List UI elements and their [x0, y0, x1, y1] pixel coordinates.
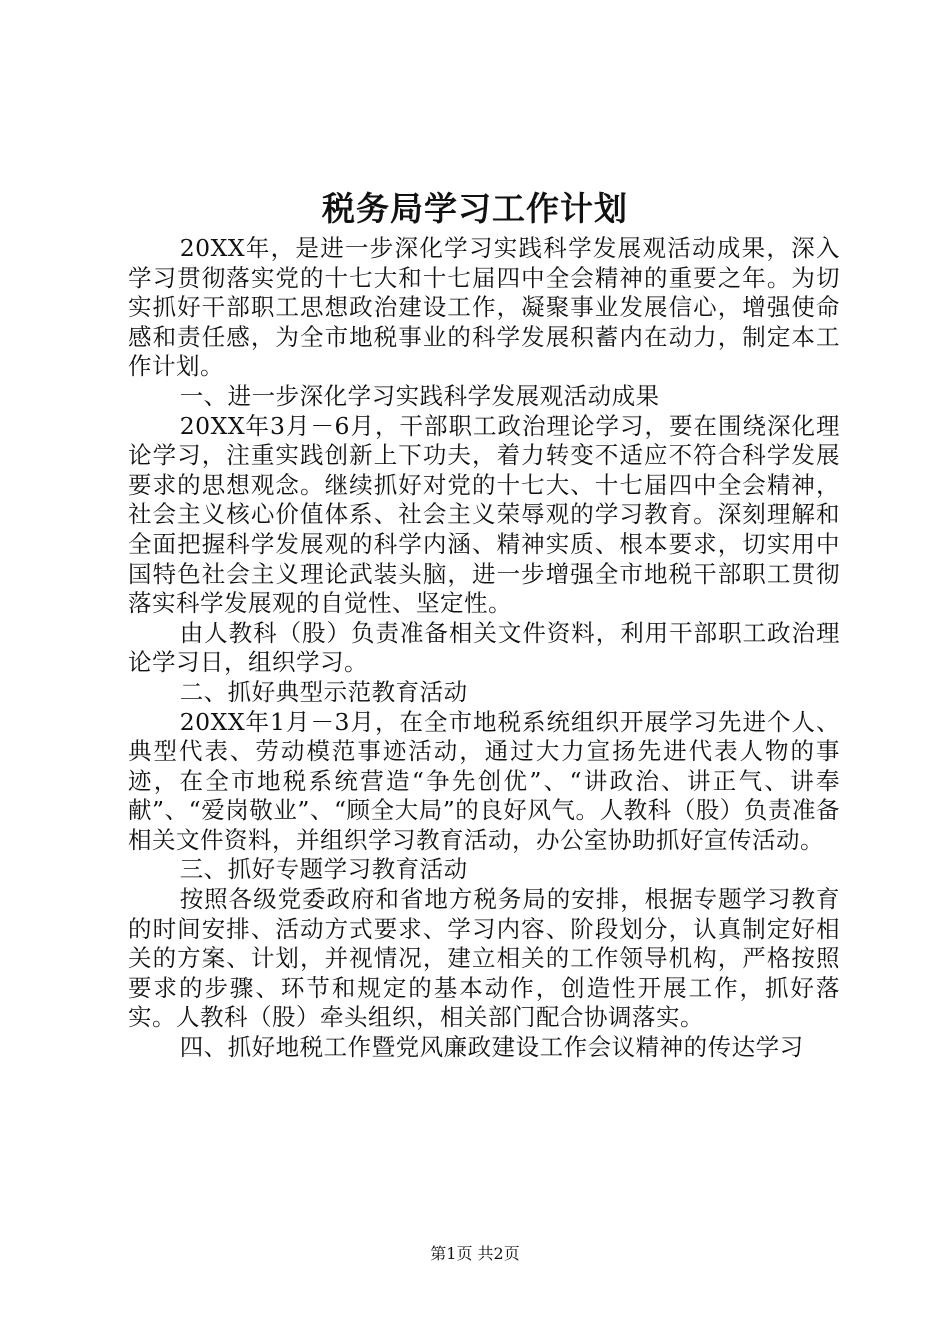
section-heading-3: 三、抓好专题学习教育活动 — [179, 855, 468, 884]
paragraph-section-1: 20XX年3月－6月，干部职工政治理论学习，要在围绕深化理论学习，注重实践创新上下功夫，着力转变不适应不符合科学发展要求的思想观念。继续抓好对党的十七大、十七届四中全会精神，社会主义核心价值体系、社会主义荣辱观的学习教育。深刻理解和全面把握科学发展观的科学内涵、精神实质、根本要求，切实用中国特色社会主义理论武装头脑，进一步增强全市地税干部职工贯彻落实科学发展观的自觉性、坚定性。 — [128, 411, 840, 618]
document-title: 税务局学习工作计划 — [322, 189, 628, 228]
section-heading-1: 一、进一步深化学习实践科学发展观活动成果 — [179, 381, 660, 410]
page-number: 第1页 共2页 — [430, 1244, 520, 1263]
paragraph-section-3: 按照各级党委政府和省地方税务局的安排，根据专题学习教育的时间安排、活动方式要求、学习内容、阶段划分，认真制定好相关的方案、计划，并视情况，建立相关的工作领导机构，严格按照要求的步骤、环节和规定的基本动作，创造性开展工作，抓好落实。人教科（股）牵头组织，相关部门配合协调落实。 — [128, 885, 840, 1032]
paragraph-intro: 20XX年，是进一步深化学习实践科学发展观活动成果，深入学习贯彻落实党的十七大和十七届四中全会精神的重要之年。为切实抓好干部职工思想政治建设工作，凝聚事业发展信心，增强使命感和责任感，为全市地税事业的科学发展积蓄内在动力，制定本工作计划。 — [128, 234, 840, 381]
section-heading-4: 四、抓好地税工作暨党风廉政建设工作会议精神的传达学习 — [179, 1033, 804, 1062]
document-body — [128, 234, 840, 1063]
paragraph-section-2: 20XX年1月－3月，在全市地税系统组织开展学习先进个人、典型代表、劳动模范事迹活动，通过大力宣扬先进代表人物的事迹，在全市地税系统营造“争先创优”、“讲政治、讲正气、讲奉献”、“爱岗敬业”、“顾全大局”的良好风气。人教科（股）负责准备相关文件资料，并组织学习教育活动，办公室协助抓好宣传活动。 — [128, 707, 840, 854]
paragraph-section-1-responsibility: 由人教科（股）负责准备相关文件资料，利用干部职工政治理论学习日，组织学习。 — [128, 618, 840, 677]
section-heading-2: 二、抓好典型示范教育活动 — [179, 677, 468, 706]
